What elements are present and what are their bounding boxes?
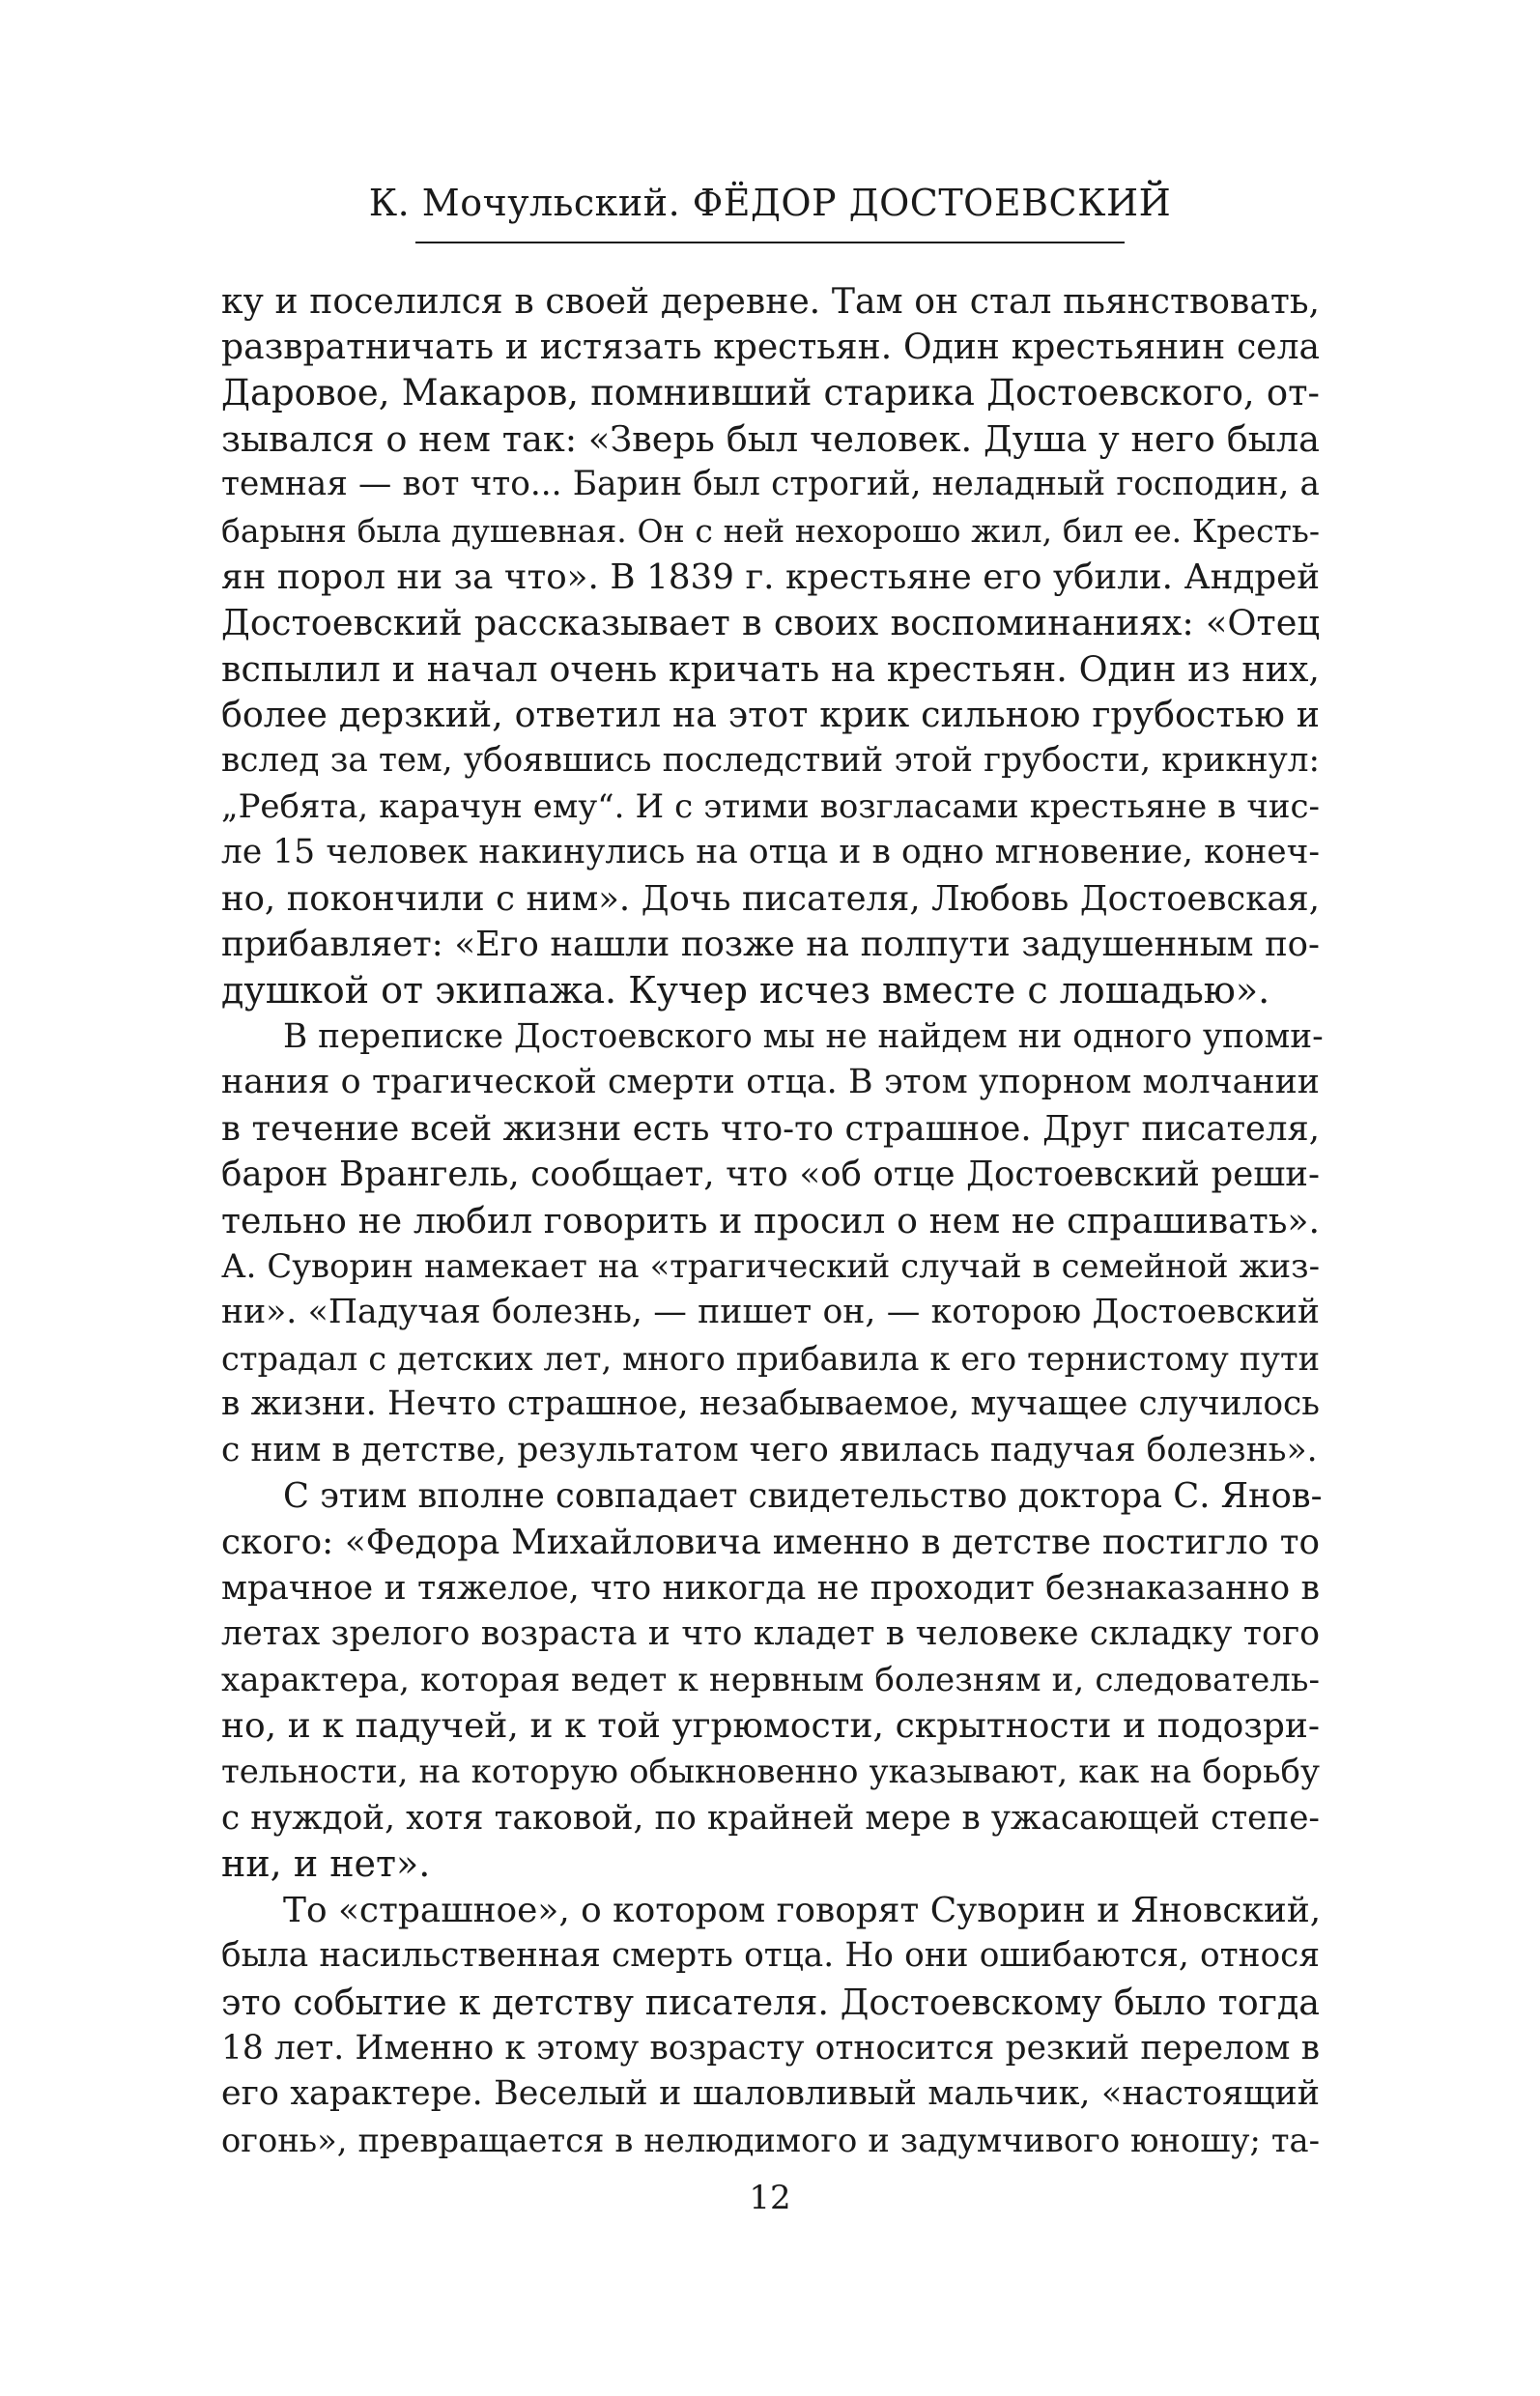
text-line: зывался о нем так: «Зверь был человек. Душа у него была <box>221 417 1320 460</box>
paragraph <box>221 1473 1323 1887</box>
text-line: барон Врангель, сообщает, что «об отце Достоевский реши- <box>221 1155 1320 1195</box>
text-line: вслед за тем, убоявшись последствий этой грубости, крикнул: <box>221 740 1320 780</box>
text-line: А. Суворин намекает на «трагический случай в семейной жиз- <box>221 1247 1320 1286</box>
text-line: это событие к детству писателя. Достоевскому было тогда <box>221 1981 1320 2023</box>
text-line: В переписке Достоевского мы не найдем ни одного упоми- <box>283 1016 1324 1056</box>
text-line: характера, которая ведет к нервным болезням и, следователь- <box>221 1660 1320 1699</box>
text-line: темная — вот что... Барин был строгий, неладный господин, а <box>221 465 1320 504</box>
text-line: нания о трагической смерти отца. В этом упорном молчании <box>221 1063 1320 1102</box>
text-line: ни». «Падучая болезнь, — пишет он, — которою Достоевский <box>221 1293 1320 1332</box>
text-line: барыня была душевная. Он с ней нехорошо жил, бил ее. Кресть- <box>221 511 1320 550</box>
text-line: страдал с детских лет, много прибавила к его тернистому пути <box>221 1339 1320 1378</box>
text-line: но, покончили с ним». Дочь писателя, Любовь Достоевская, <box>221 878 1320 919</box>
text-line: была насильственная смерть отца. Но они ошибаются, относя <box>221 1936 1320 1976</box>
text-line: ку и поселился в своей деревне. Там он стал пьянствовать, <box>221 280 1320 322</box>
text-line: с ним в детстве, результатом чего явилась падучая болезнь». <box>221 1430 1318 1469</box>
paragraph <box>221 1888 1320 2164</box>
paragraph <box>221 278 1320 1014</box>
text-line: прибавляет: «Его нашли позже на полпути задушенным по- <box>221 925 1320 965</box>
text-line: но, и к падучей, и к той угрюмости, скрытности и подозри- <box>221 1706 1320 1747</box>
text-line: душкой от экипажа. Кучер исчез вместе с лошадью». <box>221 968 1270 1012</box>
text-line: ни, и нет». <box>221 1842 431 1886</box>
header-rule <box>415 242 1125 243</box>
text-line: более дерзкий, ответил на этот крик сильною грубостью и <box>221 694 1320 736</box>
text-line: огонь», превращается в нелюдимого и задумчивого юношу; та- <box>221 2121 1320 2159</box>
text-line: „Ребята, карачун ему“. И с этими возгласами крестьяне в чис- <box>221 786 1320 826</box>
text-line: в течение всей жизни есть что-то страшное. Друг писателя, <box>221 1108 1320 1149</box>
text-line: вспылил и начал очень кричать на крестьян. Один из них, <box>221 647 1320 690</box>
running-head: К. Мочульский. ФЁДОР ДОСТОЕВСКИЙ <box>368 182 1172 224</box>
text-line: тельно не любил говорить и просил о нем не спрашивать». <box>221 1199 1320 1241</box>
text-line: мрачное и тяжелое, что никогда не проходит безнаказанно в <box>221 1568 1320 1608</box>
text-line: ян порол ни за что». В 1839 г. крестьяне его убили. Андрей <box>221 556 1320 597</box>
text-line: ле 15 человек накинулись на отца и в одно мгновение, конеч- <box>221 833 1320 872</box>
text-line: То «страшное», о котором говорят Суворин и Яновский, <box>283 1890 1322 1930</box>
text-line: С этим вполне совпадает свидетельство доктора С. Янов- <box>283 1476 1323 1517</box>
paragraph <box>221 1014 1324 1474</box>
text-line: развратничать и истязать крестьян. Один крестьянин села <box>221 326 1320 367</box>
page-number: 12 <box>749 2179 791 2217</box>
text-line: летах зрелого возраста и что кладет в человеке складку того <box>221 1614 1320 1654</box>
text-line: его характере. Веселый и шаловливый мальчик, «настоящий <box>221 2074 1320 2114</box>
text-line: Даровое, Макаров, помнивший старика Достоевского, от- <box>221 372 1320 414</box>
text-line: ского: «Федора Михайловича именно в детстве постигло то <box>221 1523 1320 1563</box>
text-line: с нуждой, хотя таковой, по крайней мере в ужасающей степе- <box>221 1798 1320 1838</box>
text-line: 18 лет. Именно к этому возрасту относится резкий перелом в <box>221 2028 1320 2068</box>
text-line: Достоевский рассказывает в своих воспоминаниях: «Отец <box>221 602 1320 644</box>
body-text <box>221 278 1324 2163</box>
text-line: в жизни. Нечто страшное, незабываемое, мучащее случилось <box>221 1384 1320 1424</box>
text-line: тельности, на которую обыкновенно указывают, как на борьбу <box>221 1753 1320 1791</box>
